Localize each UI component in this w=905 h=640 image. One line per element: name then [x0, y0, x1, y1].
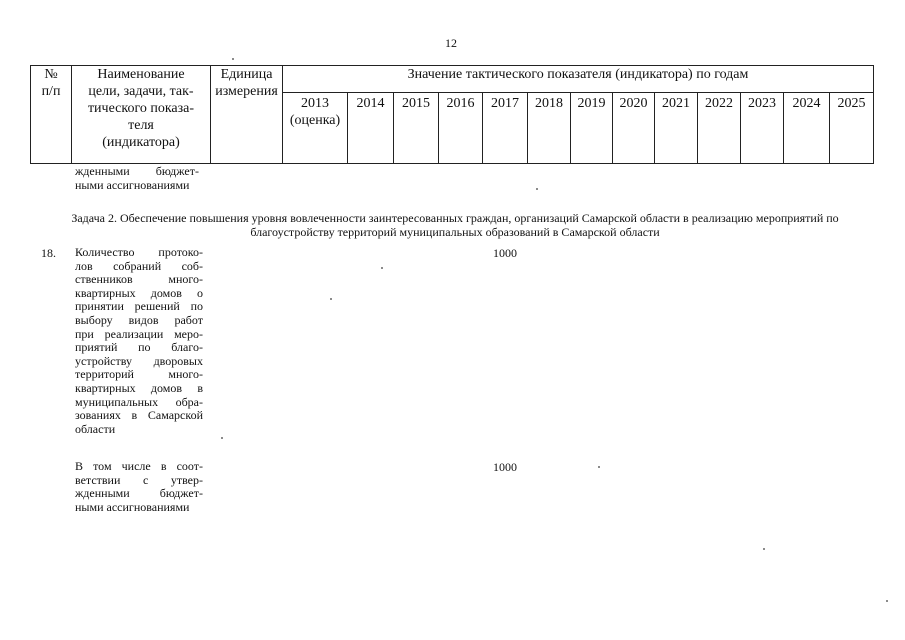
header-year: 2019 — [571, 93, 613, 164]
scan-speck — [536, 188, 538, 190]
indicator-value: 1000 — [493, 246, 517, 260]
header-group-title: Значение тактического показателя (индикатора) по годам — [283, 66, 874, 93]
header-year: 2020 — [613, 93, 655, 164]
indicator-value-sub: 1000 — [493, 460, 517, 474]
header-year: 2018 — [528, 93, 571, 164]
indicator-table-header — [30, 65, 874, 164]
task-heading: Задача 2. Обеспечение повышения уровня вовлеченности заинтересованных граждан, организаций Самарской области в реализацию мероприятий по благоустройству территорий муниципальных образований в Самарской области — [71, 211, 839, 239]
scan-speck — [221, 437, 223, 439]
header-year: 2021 — [655, 93, 698, 164]
header-name: Наименование цели, задачи, так- тического показа- теля (индикатора) — [72, 66, 211, 164]
scan-speck — [381, 267, 383, 269]
scan-speck — [598, 466, 600, 468]
header-year: 2014 — [348, 93, 394, 164]
scan-speck — [330, 298, 332, 300]
header-year: 2022 — [698, 93, 741, 164]
page-number: 12 — [445, 36, 457, 50]
indicator-name: Количество протоко- лов собраний соб- ственников много- квартирных домов о принятии решений по выбору видов работ при реализации меро- приятий по благо- устройству дворовых территорий много- квартирных домов в муниципальных обра- зованиях в Самарской области — [75, 245, 203, 436]
header-unit: Единица измерения — [211, 66, 283, 164]
row-number: 18. — [41, 246, 56, 260]
header-year: 2025 — [830, 93, 874, 164]
header-year: 2017 — [483, 93, 528, 164]
scan-speck — [763, 548, 765, 550]
header-year: 2013 (оценка) — [283, 93, 348, 164]
scan-speck — [886, 600, 888, 602]
indicator-name-sub: В том числе в соот- ветствии с утвер- жденными бюджет- ными ассигнованиями — [75, 459, 203, 514]
scan-speck — [232, 58, 234, 60]
continuation-text: жденными бюджет- ными ассигнованиями — [75, 164, 199, 192]
header-number: № п/п — [31, 66, 72, 164]
header-year: 2016 — [439, 93, 483, 164]
header-year: 2015 — [394, 93, 439, 164]
header-year: 2024 — [784, 93, 830, 164]
header-year: 2023 — [741, 93, 784, 164]
